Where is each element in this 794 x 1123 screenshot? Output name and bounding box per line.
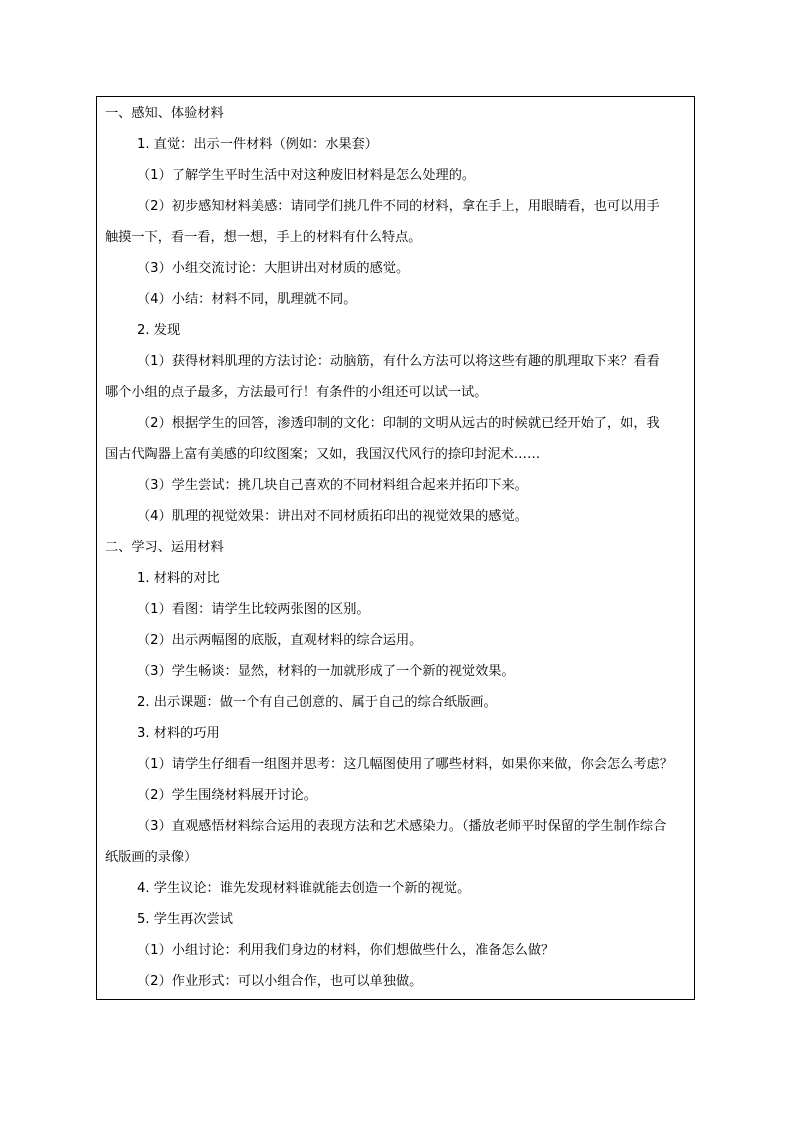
- text-line: （3）小组交流讨论：大胆讲出对材质的感觉。: [137, 261, 410, 276]
- text-line: （2）学生围绕材料展开讨论。: [137, 788, 317, 803]
- text-line: （1）看图：请学生比较两张图的区别。: [137, 602, 370, 617]
- text-line: （1）小组讨论：利用我们身边的材料，你们想做些什么，准备怎么做？: [137, 943, 555, 958]
- text-line: （1）了解学生平时生活中对这种废旧材料是怎么处理的。: [137, 168, 476, 183]
- text-line: （3）直观感悟材料综合运用的表现方法和艺术感染力。（播放老师平时保留的学生制作综合: [137, 819, 667, 834]
- text-line: （4）肌理的视觉效果：讲出对不同材质拓印出的视觉效果的感觉。: [137, 509, 528, 524]
- text-line: 国古代陶器上富有美感的印纹图案；又如，我国汉代风行的捺印封泥术……: [105, 447, 541, 462]
- subheading-2-5: 5. 学生再次尝试: [137, 912, 233, 927]
- text-line: （4）小结：材料不同，肌理就不同。: [137, 292, 357, 307]
- subheading-2-4: 4. 学生议论：谁先发现材料谁就能去创造一个新的视觉。: [137, 881, 471, 896]
- text-line: 哪个小组的点子最多，方法最可行！有条件的小组还可以试一试。: [105, 385, 488, 400]
- subheading-2-2: 2. 出示课题：做一个有自己创意的、属于自己的综合纸版画。: [137, 695, 497, 710]
- subheading-2-1: 1. 材料的对比: [137, 571, 220, 586]
- text-line: 纸版画的录像）: [105, 850, 198, 865]
- text-line: （3）学生畅谈：显然，材料的一加就形成了一个新的视觉效果。: [137, 664, 515, 679]
- text-line: 触摸一下，看一看，想一想，手上的材料有什么特点。: [105, 230, 422, 245]
- subheading-2-3: 3. 材料的巧用: [137, 726, 220, 741]
- section-heading-1: 一、感知、体验材料: [105, 106, 224, 121]
- text-line: （1）请学生仔细看一组图并思考：这几幅图使用了哪些材料，如果你来做，你会怎么考虑？: [137, 757, 673, 772]
- text-line: （2）初步感知材料美感：请同学们挑几件不同的材料，拿在手上，用眼睛看，也可以用手: [137, 199, 660, 214]
- lesson-content-table: [96, 96, 695, 1000]
- section-heading-2: 二、学习、运用材料: [105, 540, 224, 555]
- text-line: （2）根据学生的回答，渗透印制的文化：印制的文明从远古的时候就已经开始了，如，我: [137, 416, 660, 431]
- subheading-1-1: 1. 直觉：出示一件材料（例如：水果套）: [137, 137, 378, 152]
- text-line: （1）获得材料肌理的方法讨论：动脑筋，有什么方法可以将这些有趣的肌理取下来？看看: [137, 354, 660, 369]
- subheading-1-2: 2. 发现: [137, 323, 181, 338]
- text-line: （2）出示两幅图的底版，直观材料的综合运用。: [137, 633, 423, 648]
- text-line: （2）作业形式：可以小组合作，也可以单独做。: [137, 974, 423, 989]
- text-line: （3）学生尝试：挑几块自己喜欢的不同材料组合起来并拓印下来。: [137, 478, 528, 493]
